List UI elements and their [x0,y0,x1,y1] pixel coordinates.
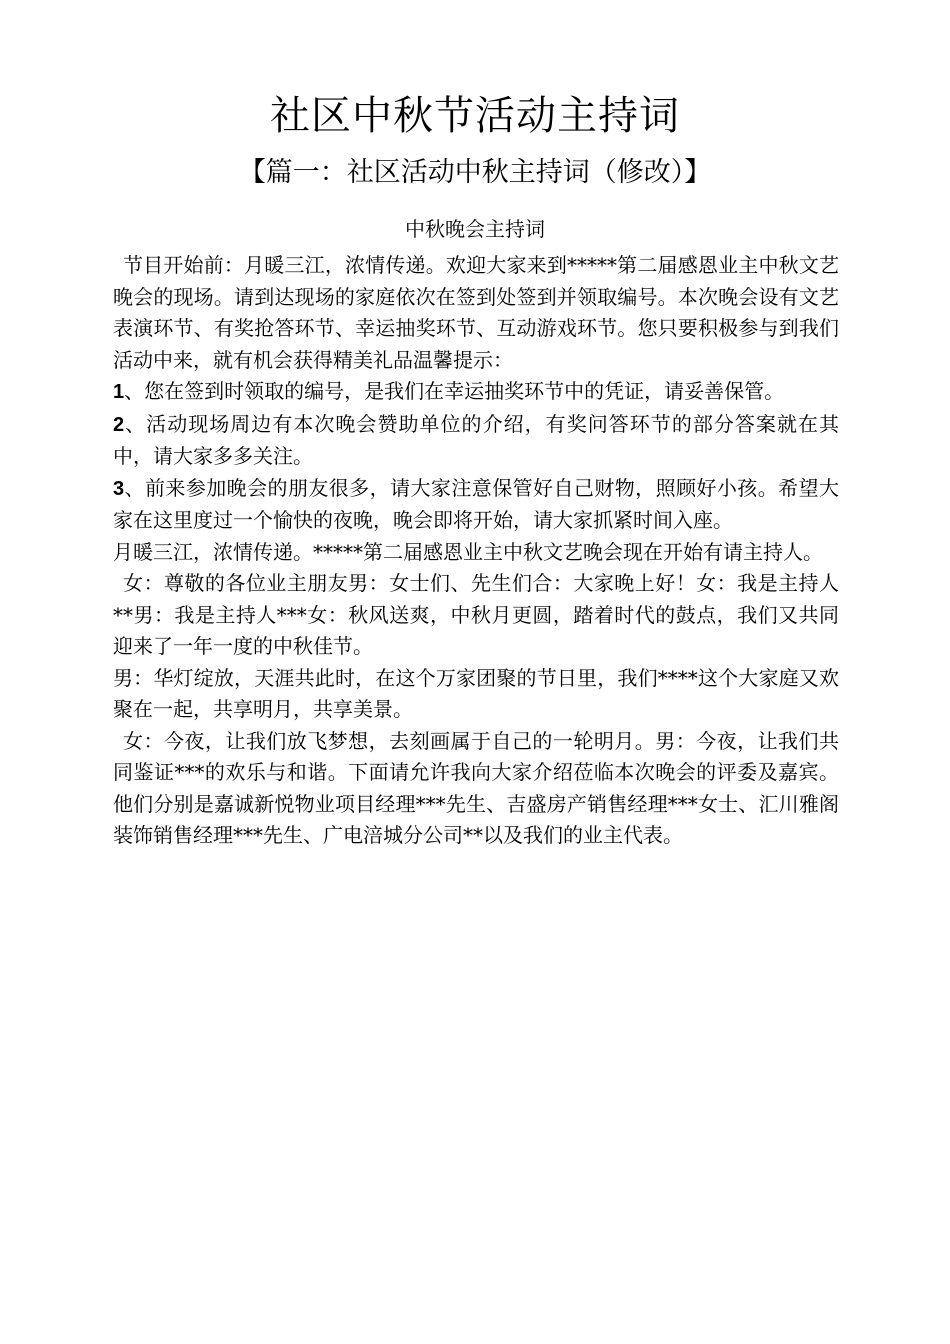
paragraph-text: 、活动现场周边有本次晚会赞助单位的介绍，有奖问答环节的部分答案就在其中，请大家多多关注。 [113,411,839,468]
paragraph-text: 、您在签到时领取的编号，是我们在幸运抽奖环节中的凭证，请妥善保管。 [124,379,785,403]
list-number: 1 [113,381,125,403]
list-number: 3 [113,477,125,500]
paragraph-male-host [113,663,839,726]
list-number: 2 [113,413,125,436]
paragraph-text: 女：今夜，让我们放飞梦想，去刻画属于自己的一轮明月。男：今夜，让我们共同鉴证***的欢乐与和谐。下面请允许我向大家介绍莅临本次晚会的评委及嘉宾。他们分别是嘉诚新悦物业项目经理***先生、吉盛房产销售经理***女士、汇川雅阁装饰销售经理***先生、广电涪城分公司**以及我们的业主代表。 [113,728,839,847]
document-subtitle: 【篇一：社区活动中秋主持词（修改）】 [238,157,712,188]
paragraph-text: 女：尊敬的各位业主朋友男：女士们、先生们合：大家晚上好！女：我是主持人**男：我是主持人***女：秋风送爽，中秋月更圆，踏着时代的鼓点，我们又共同迎来了一年一度的中秋佳节。 [113,571,839,658]
paragraph-intro [113,250,839,376]
paragraph-guests [113,726,839,852]
paragraph-tip-3 [113,473,839,537]
paragraph-text: 月暖三江，浓情传递。*****第二届感恩业主中秋文艺晚会现在开始有请主持人。 [113,539,823,564]
document-body [113,250,839,852]
paragraph-hosts-intro [113,568,839,663]
paragraph-opening [113,537,839,569]
section-heading: 中秋晚会主持词 [405,217,545,241]
paragraph-tip-2 [113,409,839,473]
paragraph-text: 、前来参加晚会的朋友很多，请大家注意保管好自己财物，照顾好小孩。希望大家在这里度过一个愉快的夜晚，晚会即将开始，请大家抓紧时间入座。 [113,475,839,532]
paragraph-text: 节目开始前：月暖三江，浓情传递。欢迎大家来到*****第二届感恩业主中秋文艺晚会的现场。请到达现场的家庭依次在签到处签到并领取编号。本次晚会设有文艺表演环节、有奖抢答环节、幸运抽奖环节、互动游戏环节。您只要积极参与到我们活动中来，就有机会获得精美礼品温馨提示： [113,253,839,372]
document-title: 社区中秋节活动主持词 [270,93,680,139]
paragraph-text: 男：华灯绽放，天涯共此时，在这个万家团聚的节日里，我们****这个大家庭又欢聚在一起，共享明月，共享美景。 [113,665,839,721]
paragraph-tip-1 [113,376,839,409]
